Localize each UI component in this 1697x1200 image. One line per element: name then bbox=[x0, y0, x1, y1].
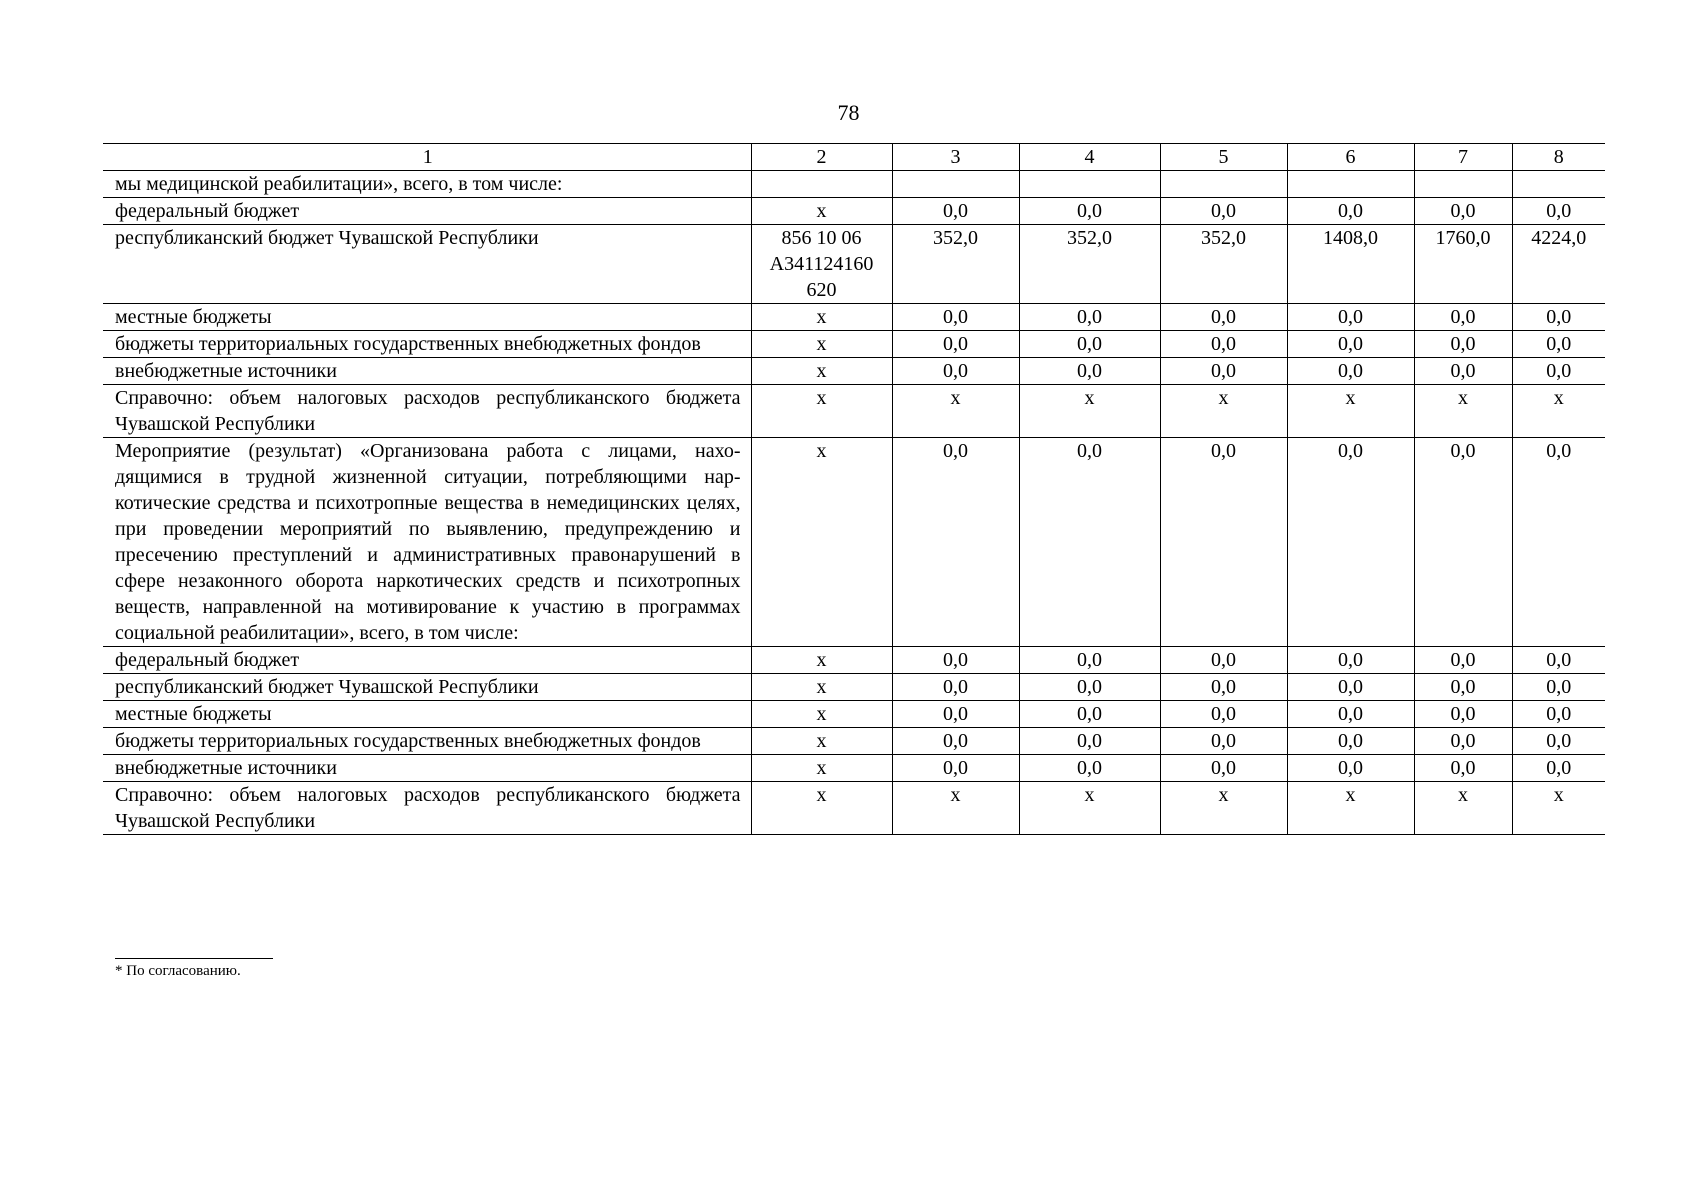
row-value: 0,0 bbox=[1512, 647, 1605, 674]
row-value: 0,0 bbox=[1414, 701, 1512, 728]
row-budget-code: х bbox=[751, 674, 892, 701]
row-value: 352,0 bbox=[892, 225, 1019, 304]
row-value: 0,0 bbox=[1414, 358, 1512, 385]
row-budget-code: х bbox=[751, 647, 892, 674]
row-value: 1760,0 bbox=[1414, 225, 1512, 304]
row-value: 0,0 bbox=[892, 331, 1019, 358]
row-value: 0,0 bbox=[1160, 331, 1287, 358]
row-value: 0,0 bbox=[892, 728, 1019, 755]
row-value: 0,0 bbox=[892, 674, 1019, 701]
table-row bbox=[103, 701, 1605, 728]
row-value: 0,0 bbox=[1160, 198, 1287, 225]
row-value: 0,0 bbox=[1414, 331, 1512, 358]
column-number: 8 bbox=[1512, 144, 1605, 171]
row-value bbox=[1512, 171, 1605, 198]
row-budget-code: х bbox=[751, 198, 892, 225]
column-number: 7 bbox=[1414, 144, 1512, 171]
row-value bbox=[892, 171, 1019, 198]
table-row bbox=[103, 385, 1605, 438]
footnote: * По согласованию. bbox=[115, 963, 241, 979]
row-budget-code: х bbox=[751, 304, 892, 331]
row-budget-code: х bbox=[751, 385, 892, 438]
row-description: Справочно: объем налоговых расходов республиканского бюджета Чувашской Республики bbox=[103, 782, 751, 835]
row-value: 352,0 bbox=[1019, 225, 1160, 304]
row-value: 0,0 bbox=[1160, 358, 1287, 385]
column-number: 6 bbox=[1287, 144, 1414, 171]
row-value: 0,0 bbox=[1414, 728, 1512, 755]
table-row bbox=[103, 782, 1605, 835]
footnote-divider bbox=[115, 958, 273, 959]
table-row bbox=[103, 647, 1605, 674]
row-value: х bbox=[1019, 782, 1160, 835]
row-value: 0,0 bbox=[1287, 358, 1414, 385]
row-value: 0,0 bbox=[1019, 728, 1160, 755]
row-value: 0,0 bbox=[892, 438, 1019, 647]
row-value: 0,0 bbox=[1512, 198, 1605, 225]
row-description: бюджеты территориальных государственных внебюджетных фондов bbox=[103, 728, 751, 755]
row-value: 0,0 bbox=[1019, 701, 1160, 728]
row-value: 0,0 bbox=[1512, 674, 1605, 701]
table-header-row bbox=[103, 144, 1605, 171]
row-value: 0,0 bbox=[1160, 438, 1287, 647]
row-value: 0,0 bbox=[1414, 647, 1512, 674]
row-value: 0,0 bbox=[1512, 304, 1605, 331]
row-budget-code: х bbox=[751, 701, 892, 728]
table-row bbox=[103, 171, 1605, 198]
row-value: 0,0 bbox=[1287, 728, 1414, 755]
row-description: местные бюджеты bbox=[103, 304, 751, 331]
table-row bbox=[103, 198, 1605, 225]
row-budget-code: х bbox=[751, 438, 892, 647]
table-row bbox=[103, 225, 1605, 304]
column-number: 2 bbox=[751, 144, 892, 171]
row-value: 0,0 bbox=[1019, 755, 1160, 782]
row-value: х bbox=[1160, 385, 1287, 438]
row-value: 0,0 bbox=[1287, 198, 1414, 225]
row-value: 0,0 bbox=[1287, 701, 1414, 728]
row-value: 0,0 bbox=[1512, 438, 1605, 647]
row-value: 0,0 bbox=[1160, 674, 1287, 701]
column-number: 5 bbox=[1160, 144, 1287, 171]
table-row bbox=[103, 755, 1605, 782]
budget-table bbox=[103, 143, 1605, 835]
row-value: 0,0 bbox=[892, 198, 1019, 225]
row-value: х bbox=[1414, 782, 1512, 835]
row-value: 0,0 bbox=[1512, 728, 1605, 755]
column-number: 4 bbox=[1019, 144, 1160, 171]
row-value: 0,0 bbox=[892, 304, 1019, 331]
row-value: 0,0 bbox=[1414, 304, 1512, 331]
row-value: 0,0 bbox=[1512, 701, 1605, 728]
row-value bbox=[1160, 171, 1287, 198]
table-body bbox=[103, 144, 1605, 835]
row-value: х bbox=[892, 385, 1019, 438]
row-description: республиканский бюджет Чувашской Республики bbox=[103, 674, 751, 701]
row-description: местные бюджеты bbox=[103, 701, 751, 728]
table-row bbox=[103, 674, 1605, 701]
row-description: федеральный бюджет bbox=[103, 647, 751, 674]
row-value: 0,0 bbox=[1019, 438, 1160, 647]
row-value bbox=[1287, 171, 1414, 198]
row-value: х bbox=[1287, 782, 1414, 835]
row-value: 0,0 bbox=[1287, 647, 1414, 674]
row-value: 0,0 bbox=[1287, 438, 1414, 647]
row-description: Справочно: объем налоговых расходов республиканского бюджета Чувашской Республики bbox=[103, 385, 751, 438]
row-value: 0,0 bbox=[1512, 358, 1605, 385]
row-value: 0,0 bbox=[1512, 331, 1605, 358]
row-value: х bbox=[1019, 385, 1160, 438]
row-description: бюджеты территориальных государственных внебюджетных фондов bbox=[103, 331, 751, 358]
row-value: 4224,0 bbox=[1512, 225, 1605, 304]
row-value: 0,0 bbox=[1160, 304, 1287, 331]
row-value: 0,0 bbox=[1287, 755, 1414, 782]
row-value: 0,0 bbox=[892, 701, 1019, 728]
row-value: 0,0 bbox=[1019, 304, 1160, 331]
row-value: 0,0 bbox=[1019, 331, 1160, 358]
row-budget-code: х bbox=[751, 782, 892, 835]
row-value: 0,0 bbox=[1287, 674, 1414, 701]
row-budget-code bbox=[751, 171, 892, 198]
row-value: 0,0 bbox=[1287, 304, 1414, 331]
row-budget-code: 856 10 06 А341124160 620 bbox=[751, 225, 892, 304]
row-budget-code: х bbox=[751, 358, 892, 385]
row-value: 0,0 bbox=[1414, 674, 1512, 701]
row-value: 0,0 bbox=[1019, 647, 1160, 674]
row-value: 0,0 bbox=[892, 647, 1019, 674]
row-value: х bbox=[1414, 385, 1512, 438]
row-value: 0,0 bbox=[892, 755, 1019, 782]
row-description: внебюджетные источники bbox=[103, 755, 751, 782]
row-description: федеральный бюджет bbox=[103, 198, 751, 225]
row-value: х bbox=[1512, 782, 1605, 835]
table-row bbox=[103, 304, 1605, 331]
row-value: 352,0 bbox=[1160, 225, 1287, 304]
row-budget-code: х bbox=[751, 755, 892, 782]
table-row bbox=[103, 438, 1605, 647]
table-row bbox=[103, 358, 1605, 385]
row-value: 0,0 bbox=[1160, 728, 1287, 755]
row-value: 0,0 bbox=[1287, 331, 1414, 358]
row-value: 0,0 bbox=[1160, 647, 1287, 674]
row-value: 0,0 bbox=[1414, 198, 1512, 225]
row-value: 0,0 bbox=[1019, 358, 1160, 385]
row-description: Мероприятие (результат) «Организована работа с лицами, находящимися в трудной жизненной ситуации, потребляющими наркотические средства и психотропные вещества в немедицинских целях, при проведении мероприятий по выявлению, предупреждению и пресечению преступлений и административных правонарушений в сфере незаконного оборота наркотических средств и психотропных веществ, направленной на мотивирование к участию в программах социальной реабилитации», всего, в том числе: bbox=[103, 438, 751, 647]
row-value: 0,0 bbox=[1414, 438, 1512, 647]
row-value: 1408,0 bbox=[1287, 225, 1414, 304]
row-value: 0,0 bbox=[1019, 198, 1160, 225]
row-description: республиканский бюджет Чувашской Республики bbox=[103, 225, 751, 304]
row-budget-code: х bbox=[751, 331, 892, 358]
row-value: х bbox=[892, 782, 1019, 835]
row-value: 0,0 bbox=[1414, 755, 1512, 782]
row-budget-code: х bbox=[751, 728, 892, 755]
page-number: 78 bbox=[837, 100, 860, 125]
row-value: 0,0 bbox=[1160, 701, 1287, 728]
row-value: 0,0 bbox=[1512, 755, 1605, 782]
row-value bbox=[1414, 171, 1512, 198]
row-description: внебюджетные источники bbox=[103, 358, 751, 385]
row-value bbox=[1019, 171, 1160, 198]
table-row bbox=[103, 728, 1605, 755]
row-value: 0,0 bbox=[892, 358, 1019, 385]
column-number: 1 bbox=[103, 144, 751, 171]
row-description: мы медицинской реабилитации», всего, в том числе: bbox=[103, 171, 751, 198]
row-value: 0,0 bbox=[1019, 674, 1160, 701]
row-value: х bbox=[1287, 385, 1414, 438]
row-value: х bbox=[1160, 782, 1287, 835]
row-value: х bbox=[1512, 385, 1605, 438]
column-number: 3 bbox=[892, 144, 1019, 171]
row-value: 0,0 bbox=[1160, 755, 1287, 782]
table-row bbox=[103, 331, 1605, 358]
